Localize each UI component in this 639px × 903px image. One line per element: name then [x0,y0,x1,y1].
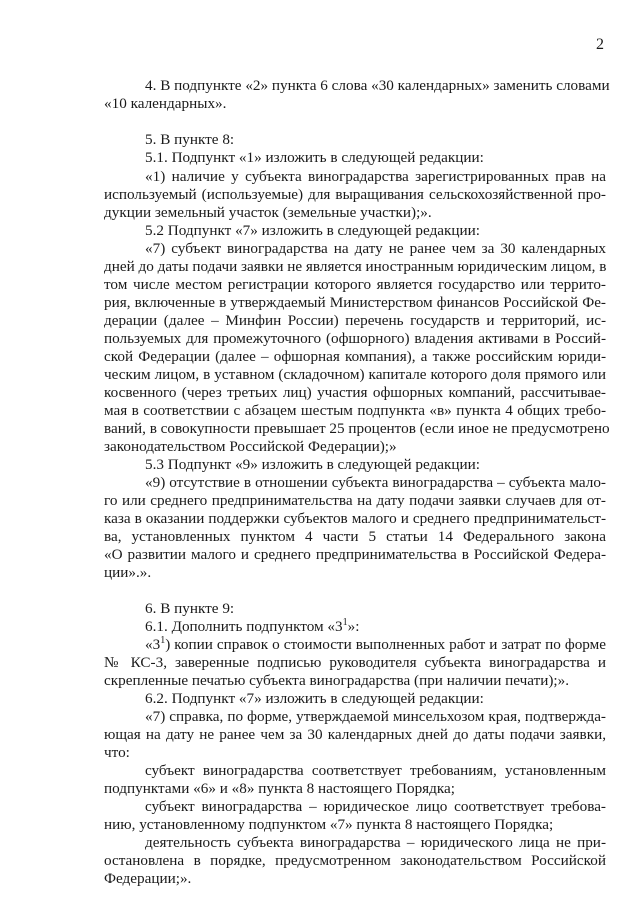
paragraph-line: «$3^1$) копии справок о стоимости выполненных работ и затрат по форме [145,635,606,653]
paragraph-line: используемый (используемые) для выращивания сельскохозяйственной про- [104,186,606,203]
paragraph-line: 4. В подпункте «2» пункта 6 слова «30 календарных» заменить словами [145,77,610,94]
paragraph-line: мая в соответствии с абзацем шестым подпункта «в» пункта 4 общих требо- [104,402,606,419]
paragraph-line: дукции земельный участок (земельные участки);». [104,204,432,221]
page-number: 2 [596,36,604,53]
paragraph-line: законодательством Российской Федерации);» [104,438,397,455]
paragraph-line: 5. В пункте 8: [145,131,235,148]
paragraph-line: ции».». [104,564,152,581]
paragraph-line: 6.2. Подпункт «7» изложить в следующей редакции: [145,690,484,707]
paragraph-line: ческим лицом, в уставном (складочном) капитале которого доля прямого или [104,366,606,383]
paragraph-line: пользуемых для промежуточного (офшорного) владения активами в Россий- [104,330,606,347]
paragraph-line: дней до даты подачи заявки не является иностранным юридическим лицом, в [104,258,607,275]
paragraph-line: косвенного (через третьих лиц) участия офшорных компаний, рассчитывае- [104,384,606,401]
paragraph-line: ва, установленных пунктом 4 части 5 статьи 14 Федерального закона [104,528,606,545]
paragraph-line: что: [104,744,130,761]
paragraph-line: Федерации;». [104,870,192,887]
paragraph-line: 5.1. Подпункт «1» изложить в следующей редакции: [145,149,484,166]
paragraph-line: «О развитии малого и среднего предпринимательства в Российской Федера- [104,546,606,563]
paragraph-line: каза в оказании поддержки субъектов малого и среднего предпринимательст- [104,510,606,527]
paragraph-line: 6.1. Дополнить подпунктом «$3^1$»: [145,617,360,635]
superscript: 1 [342,617,348,628]
paragraph-line: «7) субъект виноградарства на дату не ранее чем за 30 календарных [145,240,606,257]
paragraph-line: нию, установленному подпунктом «7» пункта 8 настоящего Порядка; [104,816,554,833]
paragraph-line: 6. В пункте 9: [145,600,235,617]
paragraph-line: № КС-3, заверенные подписью руководителя субъекта виноградарства и [104,654,606,671]
paragraph-line: деятельность субъекта виноградарства – юридического лица не при- [145,834,606,851]
paragraph-line: «7) справка, по форме, утверждаемой минсельхозом края, подтвержда- [145,708,606,725]
paragraph-line: подпунктами «6» и «8» пункта 8 настоящего Порядка; [104,780,455,797]
paragraph-line: «1) наличие у субъекта виноградарства зарегистрированных прав на [145,168,606,185]
paragraph-line: 5.3 Подпункт «9» изложить в следующей редакции: [145,456,481,473]
paragraph-line: субъект виноградарства – юридическое лицо соответствует требова- [145,798,606,815]
paragraph-line: том числе местом регистрации которого является государство или террито- [104,276,606,293]
paragraph-line: дерации (далее – Минфин России) перечень государств и территорий, ис- [104,312,606,329]
paragraph-line: ской Федерации (далее – офшорная компания), а также российским юриди- [104,348,606,365]
paragraph-line: 5.2 Подпункт «7» изложить в следующей редакции: [145,222,481,239]
paragraph-line: субъект виноградарства соответствует требованиям, установленным [145,762,606,779]
paragraph-line: рия, включенные в утверждаемый Министерством финансов Российской Фе- [104,294,606,311]
paragraph-line: ваний, в совокупности превышает 25 процентов (если иное не предусмотрено [104,420,610,437]
paragraph-line: скрепленные печатью субъекта виноградарства (при наличии печати);». [104,672,570,689]
paragraph-line: ющая на дату не ранее чем за 30 календарных дней до даты подачи заявки, [104,726,606,743]
paragraph-line: «9) отсутствие в отношении субъекта виноградарства – субъекта мало- [145,474,606,491]
paragraph-line: «10 календарных». [104,95,227,112]
superscript: 1 [160,635,166,646]
paragraph-line: остановлена в порядке, предусмотренном законодательством Российской [104,852,606,869]
paragraph-line: го или среднего предпринимательства на дату подачи заявки случаев для от- [104,492,606,509]
